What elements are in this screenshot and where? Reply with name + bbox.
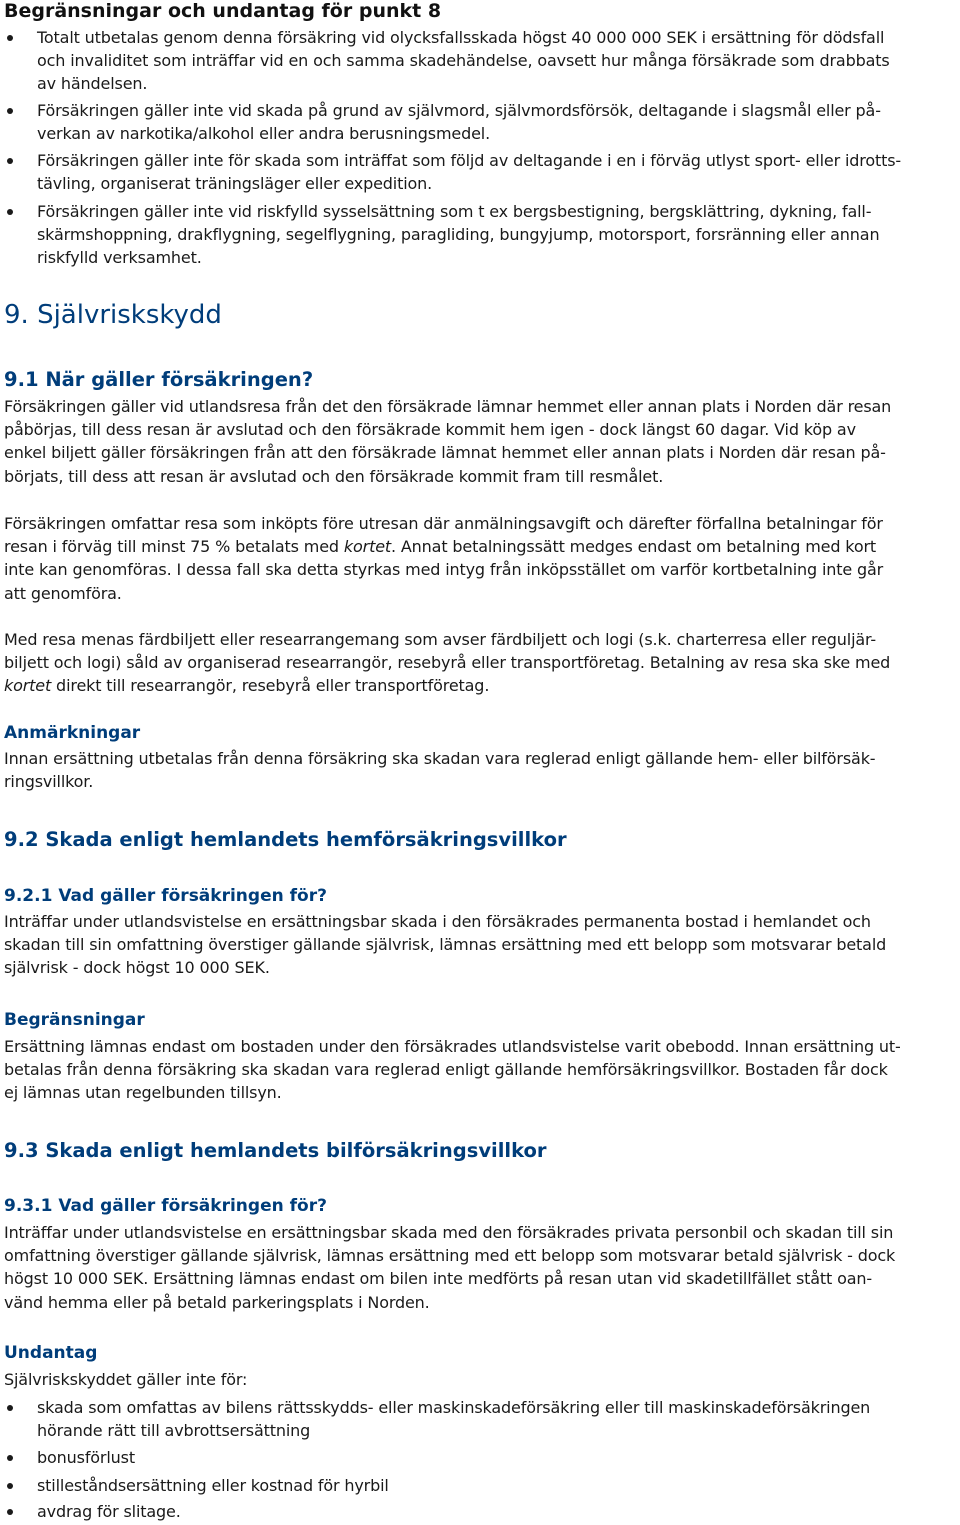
bullet-icon <box>7 158 13 164</box>
paragraph: Försäkringen omfattar resa som inköpts före utresan där anmälningsavgift och därefter förfallna betalningar för resan i förväg till minst 75 % betalats med kortet. Annat betalningssätt medges endast om betalning med kort inte kan genomföras. I dessa fall ska detta styrkas med intyg från inköpsstället om varför kortbetalning inte går att genomföra. <box>4 514 884 603</box>
list-item: Försäkringen gäller inte vid skada på grund av självmord, självmordsförsök, deltagande i slagsmål eller på- verkan av narkotika/alkohol eller andra berusningsmedel. <box>37 99 949 145</box>
notes-heading: Anmärkningar <box>4 723 141 743</box>
bullet-icon <box>7 1483 13 1489</box>
section-9-2-1-heading: 9.2.1 Vad gäller försäkringen för? <box>4 886 327 906</box>
list-item: Totalt utbetalas genom denna försäkring vid olycksfallsskada högst 40 000 000 SEK i ersättning för dödsfall och invaliditet som inträffar vid en och samma skadehändelse, oavsett hur många försäkrade som drabbats av händelsen. <box>37 26 949 96</box>
bullet-icon <box>7 35 13 41</box>
bullet-icon <box>7 1509 13 1515</box>
exclusions-heading: Undantag <box>4 1343 98 1363</box>
paragraph: Inträffar under utlandsvistelse en ersättningsbar skada i den försäkrades permanenta bostad i hemlandet och skadan till sin omfattning överstiger gällande självrisk, lämnas ersättning med ett belopp som motsvarar betald självrisk - dock högst 10 000 SEK. <box>4 912 887 978</box>
section-9-2-heading: 9.2 Skada enligt hemlandets hemförsäkringsvillkor <box>4 828 567 851</box>
paragraph: Ersättning lämnas endast om bostaden under den försäkrades utlandsvistelse varit obebodd. Innan ersättning ut- betalas från denna försäkring ska skadan vara reglerad enligt gällande hemförsäkringsvillkor. Bostaden får dock ej lämnas utan regelbunden tillsyn. <box>4 1037 901 1103</box>
list-item: Försäkringen gäller inte för skada som inträffat som följd av deltagande i en i förväg utlyst sport- eller idrotts- tävling, organiserat träningsläger eller expedition. <box>37 149 949 195</box>
list-item: Försäkringen gäller inte vid riskfylld sysselsättning som t ex bergsbestigning, bergsklättring, dykning, fall- skärmshoppning, drakflygning, segelflygning, paragliding, bungyjump, motorsport, forsränning eller annan riskfylld verksamhet. <box>37 200 949 270</box>
section-9-heading: 9. Självriskskydd <box>4 300 222 330</box>
paragraph: Självriskskyddet gäller inte för: <box>4 1370 248 1389</box>
paragraph: Inträffar under utlandsvistelse en ersättningsbar skada med den försäkrades privata personbil och skadan till sin omfattning överstiger gällande självrisk, lämnas ersättning med ett belopp som motsvarar betald självrisk - dock högst 10 000 SEK. Ersättning lämnas endast om bilen inte medförts på resan utan vid skadetillfället stått oan- vänd hemma eller på betald parkeringsplats i Norden. <box>4 1223 896 1312</box>
section-9-3-heading: 9.3 Skada enligt hemlandets bilförsäkringsvillkor <box>4 1139 547 1162</box>
list-item: stilleståndsersättning eller kostnad för hyrbil <box>37 1474 949 1497</box>
bullet-icon <box>7 209 13 215</box>
list-item: bonusförlust <box>37 1446 949 1469</box>
bullet-icon <box>7 1455 13 1461</box>
limitations-heading: Begränsningar <box>4 1010 145 1030</box>
section-9-3-1-heading: 9.3.1 Vad gäller försäkringen för? <box>4 1196 327 1216</box>
paragraph: Innan ersättning utbetalas från denna försäkring ska skadan vara reglerad enligt gällande hem- eller bilförsäk- ringsvillkor. <box>4 749 876 792</box>
paragraph: Med resa menas färdbiljett eller researrangemang som avser färdbiljett och logi (s.k. charterresa eller reguljär- biljett och logi) såld av organiserad researrangör, resebyrå eller transportföretag. Betalning av resa ska ske med kortet direkt till researrangör, resebyrå eller transportföretag. <box>4 630 891 696</box>
list-item: avdrag för slitage. <box>37 1500 949 1523</box>
section-9-1-heading: 9.1 När gäller försäkringen? <box>4 368 314 391</box>
list-item: skada som omfattas av bilens rättsskydds- eller maskinskadeförsäkring eller till maskinskadeförsäkringen hörande rätt till avbrottsersättning <box>37 1396 949 1442</box>
bullet-icon <box>7 1405 13 1411</box>
bullet-icon <box>7 108 13 114</box>
section-8-limitations-heading: Begränsningar och undantag för punkt 8 <box>4 0 442 22</box>
paragraph: Försäkringen gäller vid utlandsresa från det den försäkrade lämnar hemmet eller annan plats i Norden där resan påbörjas, till dess resan är avslutad och den försäkrade kommit hem igen - dock längst 60 dagar. Vid köp av enkel biljett gäller försäkringen från att den försäkrade lämnat hemmet eller annan plats i Norden där resan på- börjats, till dess att resan är avslutad och den försäkrade kommit fram till resmålet. <box>4 397 892 486</box>
